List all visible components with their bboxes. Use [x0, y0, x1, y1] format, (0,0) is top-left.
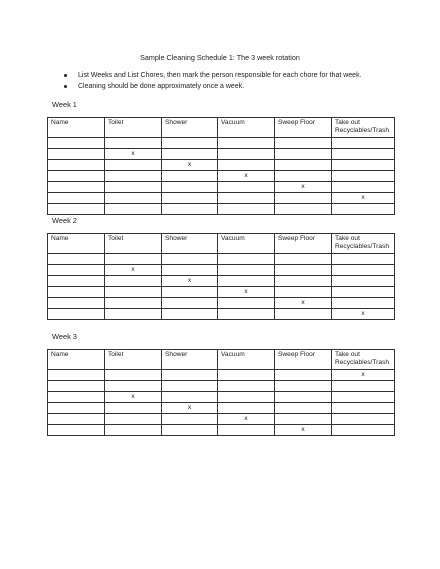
schedule-table [47, 233, 395, 320]
table-cell [275, 381, 332, 392]
table-row [48, 204, 395, 215]
table-row [48, 138, 395, 149]
table-cell [105, 370, 162, 381]
week-label: Week 1 [52, 100, 77, 109]
table-cell [105, 309, 162, 320]
table-cell: x [105, 392, 162, 403]
table-cell [332, 287, 395, 298]
table-cell [162, 171, 218, 182]
table-cell: x [332, 193, 395, 204]
table-cell [275, 370, 332, 381]
table-row [48, 276, 395, 287]
instruction-item: List Weeks and List Chores, then mark the person responsible for each chore for that week. [62, 70, 362, 81]
table-cell [275, 149, 332, 160]
instructions-list [62, 70, 362, 92]
table-cell [218, 193, 275, 204]
table-cell [48, 160, 105, 171]
table-row [48, 287, 395, 298]
table-cell [48, 138, 105, 149]
table-cell [275, 276, 332, 287]
table-cell [48, 204, 105, 215]
schedule-table [47, 349, 395, 436]
table-cell [162, 149, 218, 160]
table-cell: x [218, 414, 275, 425]
column-header: Vacuum [218, 118, 275, 138]
table-row [48, 414, 395, 425]
table-cell [332, 265, 395, 276]
table-cell [275, 287, 332, 298]
table-cell [48, 392, 105, 403]
table-cell [275, 254, 332, 265]
table-row [48, 254, 395, 265]
table-cell [162, 287, 218, 298]
table-row [48, 298, 395, 309]
table-row [48, 193, 395, 204]
table-cell: x [275, 298, 332, 309]
table-cell [332, 149, 395, 160]
table-cell [105, 254, 162, 265]
table-cell [48, 254, 105, 265]
table-cell [105, 298, 162, 309]
table-cell [48, 414, 105, 425]
column-header: Take out Recyclables/Trash [332, 350, 395, 370]
week-label: Week 3 [52, 332, 77, 341]
table-cell: x [332, 309, 395, 320]
table-cell [275, 414, 332, 425]
table-cell [218, 160, 275, 171]
column-header: Sweep Floor [275, 350, 332, 370]
table-cell [162, 204, 218, 215]
table-cell [105, 160, 162, 171]
table-row [48, 309, 395, 320]
table-cell [275, 309, 332, 320]
table-cell [218, 149, 275, 160]
table-cell [105, 138, 162, 149]
table-row [48, 171, 395, 182]
instruction-item: Cleaning should be done approximately once a week. [62, 81, 362, 92]
table-cell [162, 425, 218, 436]
table-cell [162, 381, 218, 392]
table-cell [218, 298, 275, 309]
table-cell [218, 276, 275, 287]
table-cell: x [162, 276, 218, 287]
table-cell [332, 204, 395, 215]
table-cell: x [105, 149, 162, 160]
table-cell [105, 171, 162, 182]
column-header: Toilet [105, 118, 162, 138]
table-cell [162, 309, 218, 320]
table-row [48, 160, 395, 171]
table-cell: x [218, 171, 275, 182]
table-cell [48, 370, 105, 381]
table-cell: x [275, 182, 332, 193]
table-cell [162, 370, 218, 381]
table-cell [105, 287, 162, 298]
table-cell [275, 160, 332, 171]
table-cell [48, 193, 105, 204]
table-cell [162, 182, 218, 193]
table-cell [275, 265, 332, 276]
table-cell: x [218, 287, 275, 298]
table-cell [105, 403, 162, 414]
column-header: Take out Recyclables/Trash [332, 234, 395, 254]
table-cell [48, 298, 105, 309]
table-cell [332, 414, 395, 425]
table-cell [162, 298, 218, 309]
table-cell [48, 309, 105, 320]
table-row [48, 149, 395, 160]
table-cell [218, 381, 275, 392]
table-header-row [48, 350, 395, 370]
table-cell: x [105, 265, 162, 276]
table-cell [332, 276, 395, 287]
table-cell: x [332, 370, 395, 381]
table-cell [48, 182, 105, 193]
column-header: Sweep Floor [275, 234, 332, 254]
table-cell [218, 425, 275, 436]
column-header: Vacuum [218, 234, 275, 254]
table-cell [48, 276, 105, 287]
table-cell [162, 265, 218, 276]
column-header: Name [48, 350, 105, 370]
table-cell [218, 138, 275, 149]
schedule-table [47, 117, 395, 215]
column-header: Name [48, 118, 105, 138]
table-cell [218, 182, 275, 193]
column-header: Toilet [105, 234, 162, 254]
table-cell [48, 265, 105, 276]
table-cell [48, 149, 105, 160]
table-cell [332, 392, 395, 403]
table-cell [48, 171, 105, 182]
column-header: Shower [162, 350, 218, 370]
table-cell [332, 138, 395, 149]
table-cell [48, 425, 105, 436]
table-cell [105, 381, 162, 392]
page-title: Sample Cleaning Schedule 1: The 3 week rotation [140, 53, 300, 62]
table-cell [105, 276, 162, 287]
table-cell [332, 298, 395, 309]
table-row [48, 381, 395, 392]
table-cell [48, 381, 105, 392]
table-row [48, 370, 395, 381]
table-cell [332, 160, 395, 171]
table-row [48, 425, 395, 436]
table-cell: x [275, 425, 332, 436]
table-cell [218, 265, 275, 276]
table-cell [218, 370, 275, 381]
table-cell [332, 254, 395, 265]
table-cell [332, 182, 395, 193]
table-row [48, 265, 395, 276]
column-header: Vacuum [218, 350, 275, 370]
column-header: Shower [162, 118, 218, 138]
table-cell [332, 403, 395, 414]
table-row [48, 182, 395, 193]
table-cell [275, 193, 332, 204]
table-cell [275, 392, 332, 403]
table-cell [218, 309, 275, 320]
table-cell [105, 425, 162, 436]
table-row [48, 392, 395, 403]
table-cell [162, 254, 218, 265]
column-header: Sweep Floor [275, 118, 332, 138]
table-cell [332, 381, 395, 392]
table-cell [162, 414, 218, 425]
table-cell [48, 403, 105, 414]
table-cell [162, 138, 218, 149]
week-label: Week 2 [52, 216, 77, 225]
table-cell [105, 204, 162, 215]
table-row [48, 403, 395, 414]
table-cell [162, 193, 218, 204]
table-cell [275, 403, 332, 414]
table-cell [218, 254, 275, 265]
column-header: Take out Recyclables/Trash [332, 118, 395, 138]
table-cell [275, 171, 332, 182]
table-cell [218, 403, 275, 414]
table-cell [332, 171, 395, 182]
table-header-row [48, 234, 395, 254]
column-header: Name [48, 234, 105, 254]
table-cell [162, 392, 218, 403]
table-cell [218, 204, 275, 215]
table-cell [105, 193, 162, 204]
table-header-row [48, 118, 395, 138]
table-cell: x [162, 160, 218, 171]
column-header: Toilet [105, 350, 162, 370]
table-cell [105, 182, 162, 193]
table-cell [275, 138, 332, 149]
table-cell [48, 287, 105, 298]
table-cell [105, 414, 162, 425]
column-header: Shower [162, 234, 218, 254]
table-cell [275, 204, 332, 215]
table-cell [332, 425, 395, 436]
table-cell: x [162, 403, 218, 414]
table-cell [218, 392, 275, 403]
